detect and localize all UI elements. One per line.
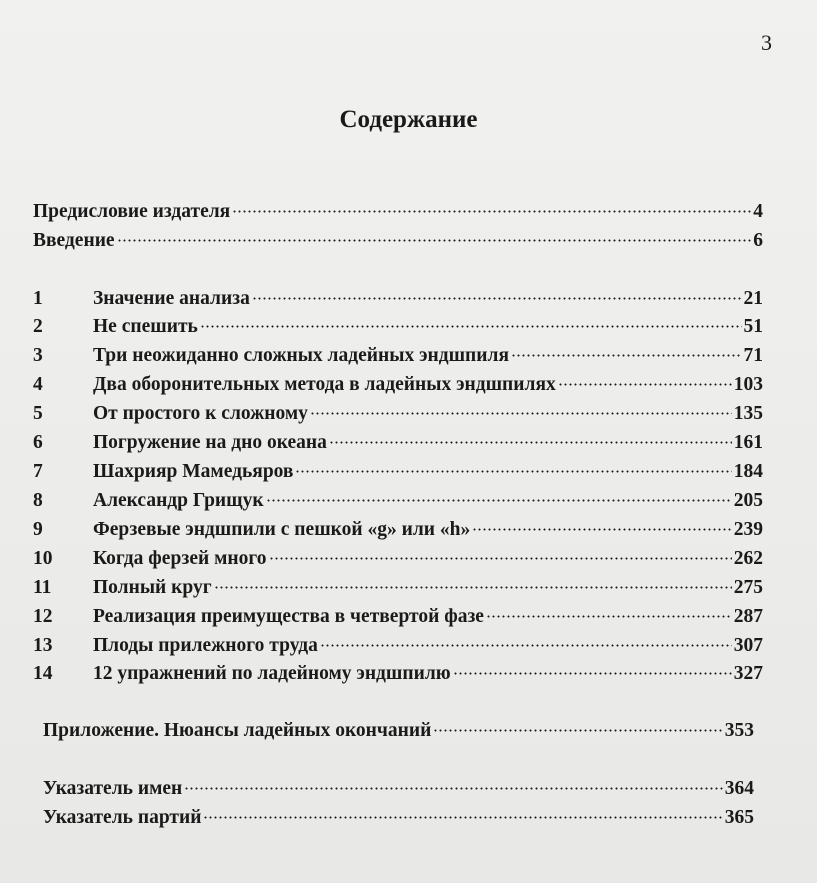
toc-chapter-number: 7: [33, 461, 43, 482]
toc-entry-page: 103: [733, 374, 763, 395]
toc-chapter-number: 5: [33, 403, 43, 424]
toc-leader-dots: [453, 672, 732, 675]
toc-entry-label: Указатель имен: [43, 778, 183, 799]
toc-leader-dots: [320, 644, 732, 647]
toc-entry-chapter: [33, 633, 763, 659]
toc-entry-page: 364: [724, 778, 754, 799]
toc-entry-label: Полный круг: [93, 577, 212, 598]
toc-chapter-number: 2: [33, 316, 43, 337]
toc-entry-chapter: [33, 372, 763, 398]
toc-entry-page: 275: [733, 577, 763, 598]
toc-entry-label: Значение анализа: [93, 288, 250, 309]
toc-leader-dots: [472, 528, 731, 531]
toc-leader-dots: [232, 210, 751, 213]
toc-entry-chapter: [33, 661, 763, 687]
toc-entry-label: Два оборонительных метода в ладейных эндшпилях: [93, 374, 556, 395]
toc-entry-page: 365: [724, 807, 754, 828]
toc-entry-label: Плоды прилежного труда: [93, 635, 318, 656]
toc-entry-label: Шахрияр Мамедьяров: [93, 461, 294, 482]
toc-entry-page: 205: [733, 490, 763, 511]
toc-chapter-number: 13: [33, 635, 53, 656]
toc-title: Содержание: [339, 106, 478, 133]
toc-entry-label: 12 упражнений по ладейному эндшпилю: [93, 663, 451, 684]
toc-entry-front-preface: [33, 199, 763, 225]
toc-entry-label: Введение: [33, 230, 115, 251]
toc-entry-label: Ферзевые эндшпили с пешкой «g» или «h»: [93, 519, 471, 540]
toc-leader-dots: [252, 297, 742, 300]
toc-entry-page: 327: [733, 663, 763, 684]
toc-entry-appendix: [43, 718, 754, 744]
toc-leader-dots: [433, 729, 722, 732]
toc-entry-chapter: [33, 517, 763, 543]
toc-entry-page: 161: [733, 432, 763, 453]
toc-entry-label: Три неожиданно сложных ладейных эндшпиля: [93, 345, 510, 366]
toc-leader-dots: [266, 499, 732, 502]
toc-entry-label: Не спешить: [93, 316, 198, 337]
toc-leader-dots: [310, 412, 732, 415]
toc-leader-dots: [511, 354, 741, 357]
toc-entry-page: 135: [733, 403, 763, 424]
toc-entry-label: Александр Грищук: [93, 490, 264, 511]
toc-chapter-number: 11: [33, 577, 52, 598]
toc-entry-page: 287: [733, 606, 763, 627]
toc-entry-label: Реализация преимущества в четвертой фазе: [93, 606, 484, 627]
toc-entry-page: 51: [743, 316, 763, 337]
toc-entry-chapter: [33, 286, 763, 312]
toc-entry-label: От простого к сложному: [93, 403, 308, 424]
toc-entry-page: 353: [724, 720, 754, 741]
toc-entry-chapter: [33, 430, 763, 456]
toc-entry-label: Приложение. Нюансы ладейных окончаний: [43, 720, 432, 741]
page-number: 3: [761, 30, 772, 55]
toc-entry-chapter: [33, 401, 763, 427]
toc-entry-page: 307: [733, 635, 763, 656]
toc-chapter-number: 1: [33, 288, 43, 309]
toc-chapter-number: 8: [33, 490, 43, 511]
toc-entry-front-introduction: [33, 228, 763, 254]
toc-entry-chapter: [33, 575, 763, 601]
toc-leader-dots: [214, 586, 732, 589]
toc-leader-dots: [117, 239, 752, 242]
toc-chapter-number: 4: [33, 374, 43, 395]
toc-entry-chapter: [33, 314, 763, 340]
toc-entry-page: 21: [743, 288, 763, 309]
toc-entry-page: 6: [753, 230, 763, 251]
toc-entry-label: Указатель партий: [43, 807, 202, 828]
toc-entry-page: 4: [753, 201, 763, 222]
toc-leader-dots: [184, 787, 722, 790]
toc-entry-page: 239: [733, 519, 763, 540]
toc-entry-chapter: [33, 546, 763, 572]
toc-entry-label: Когда ферзей много: [93, 548, 267, 569]
toc-leader-dots: [329, 441, 732, 444]
toc-entry-chapter: [33, 488, 763, 514]
toc-leader-dots: [269, 557, 732, 560]
toc-entry-index-games: [43, 805, 754, 831]
toc-entry-index-names: [43, 776, 754, 802]
toc-leader-dots: [200, 325, 742, 328]
toc-entry-chapter: [33, 343, 763, 369]
toc-chapter-number: 12: [33, 606, 53, 627]
toc-entry-page: 184: [733, 461, 763, 482]
toc-entry-page: 262: [733, 548, 763, 569]
toc-leader-dots: [203, 816, 722, 819]
toc-leader-dots: [558, 383, 732, 386]
toc-chapter-number: 14: [33, 663, 53, 684]
toc-chapter-number: 9: [33, 519, 43, 540]
toc-entry-chapter: [33, 604, 763, 630]
toc-leader-dots: [295, 470, 731, 473]
toc-entry-chapter: [33, 459, 763, 485]
toc-entry-label: Погружение на дно океана: [93, 432, 327, 453]
toc-entry-label: Предисловие издателя: [33, 201, 231, 222]
toc-entry-page: 71: [743, 345, 763, 366]
toc-chapter-number: 6: [33, 432, 43, 453]
toc-chapter-number: 3: [33, 345, 43, 366]
toc-leader-dots: [486, 615, 732, 618]
toc-chapter-number: 10: [33, 548, 53, 569]
